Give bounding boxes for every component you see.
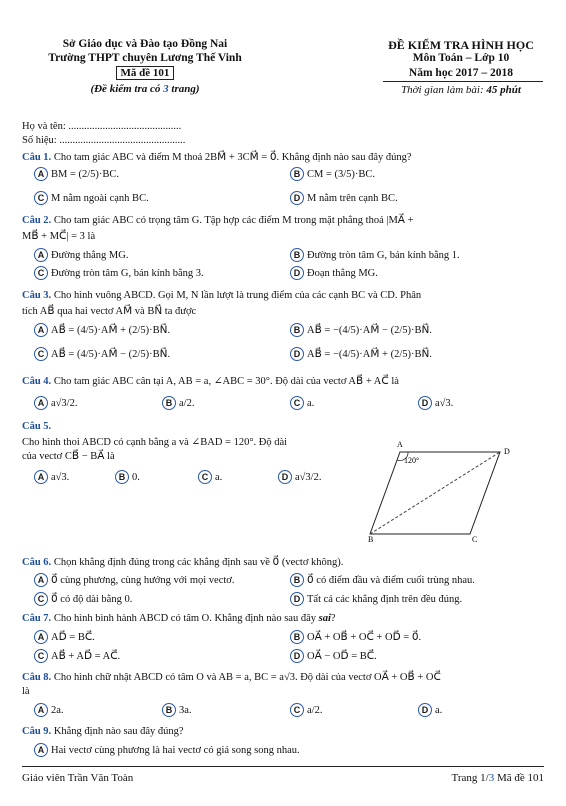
question-5-head: Câu 5.: [22, 421, 52, 432]
question-4: Câu 4. Cho tam giác ABC cân tại A, AB = a, ∠ABC = 30°. Độ dài của vectơ AB⃗ + AC⃗ là: [22, 376, 399, 387]
question-1: Câu 1. Cho tam giác ABC và điểm M thoả 2BM⃗ + 3CM⃗ = 0⃗. Khẳng định nào sau đây đúng?: [22, 152, 412, 163]
q7-option-d[interactable]: D OA⃗ − OD⃗ = BC⃗.: [290, 649, 377, 663]
q2-option-b[interactable]: B Đường tròn tâm G, bán kính bằng 1.: [290, 248, 460, 262]
question-7: Câu 7. Cho hình bình hành ABCD có tâm O. Khẳng định nào sau đây sai?: [22, 613, 336, 624]
question-3: Câu 3. Cho hình vuông ABCD. Gọi M, N lần lượt là trung điểm của các cạnh BC và CD. Phân: [22, 290, 422, 301]
q8-option-c[interactable]: C a/2.: [290, 703, 322, 717]
school-year: Năm học 2017 – 2018: [408, 67, 514, 79]
q3-option-b[interactable]: B AB⃗ = −(4/5)·AM⃗ − (2/5)·BN⃗.: [290, 323, 432, 337]
header-divider: [383, 81, 543, 82]
vertex-d-label: D: [504, 447, 510, 456]
vertex-a-label: A: [397, 440, 403, 449]
school-name: Trường THPT chuyên Lương Thế Vinh: [48, 52, 242, 64]
q1-option-a[interactable]: A BM = (2/5)·BC.: [34, 167, 119, 181]
q7-option-c[interactable]: C AB⃗ + AD⃗ = AC⃗.: [34, 649, 120, 663]
question-9: Câu 9. Khẳng định nào sau đây đúng?: [22, 726, 184, 737]
q4-option-a[interactable]: A a√3/2.: [34, 396, 77, 410]
q5-option-a[interactable]: A a√3.: [34, 470, 69, 484]
q3-option-a[interactable]: A AB⃗ = (4/5)·AM⃗ + (2/5)·BN⃗.: [34, 323, 170, 337]
footer-teacher: Giáo viên Trần Văn Toàn: [22, 772, 134, 784]
exam-title: ĐỀ KIỂM TRA HÌNH HỌC: [388, 38, 534, 52]
q4-option-b[interactable]: B a/2.: [162, 396, 194, 410]
footer-divider: [22, 766, 544, 767]
q5-option-c[interactable]: C a.: [198, 470, 222, 484]
q8-option-d[interactable]: D a.: [418, 703, 442, 717]
q2-option-c[interactable]: C Đường tròn tâm G, bán kính bằng 3.: [34, 266, 204, 280]
q5-option-b[interactable]: B 0.: [115, 470, 140, 484]
subject: Môn Toán – Lớp 10: [412, 52, 510, 64]
q6-option-c[interactable]: C 0⃗ có độ dài bằng 0.: [34, 592, 132, 606]
question-8-cont: là: [22, 686, 30, 697]
question-2: Câu 2. Cho tam giác ABC có trọng tâm G. Tập hợp các điểm M trong mặt phẳng thoả |MA⃗ +: [22, 215, 414, 226]
q6-option-d[interactable]: D Tất cả các khẳng định trên đều đúng.: [290, 592, 462, 606]
q6-option-a[interactable]: A 0⃗ cùng phương, cùng hướng với mọi vectơ.: [34, 573, 234, 587]
question-2-cont: MB⃗ + MC⃗| = 3 là: [22, 231, 96, 242]
q8-option-b[interactable]: B 3a.: [162, 703, 192, 717]
angle-label: 120°: [404, 456, 420, 465]
q6-option-b[interactable]: B 0⃗ có điểm đầu và điểm cuối trùng nhau.: [290, 573, 475, 587]
vertex-b-label: B: [368, 535, 374, 544]
q2-option-a[interactable]: A Đường thẳng MG.: [34, 248, 128, 262]
rhombus-figure: [370, 438, 540, 543]
q7-option-b[interactable]: B OA⃗ + OB⃗ + OC⃗ + OD⃗ = 0⃗.: [290, 630, 421, 644]
vertex-c-label: C: [472, 535, 478, 544]
exam-code-box: [20, 67, 270, 79]
student-name-field[interactable]: Họ và tên: ...........................................: [22, 121, 182, 132]
department-name: Sở Giáo dục và Đào tạo Đồng Nai: [62, 38, 228, 50]
q7-option-a[interactable]: A AD⃗ = BC⃗.: [34, 630, 95, 644]
q1-option-b[interactable]: B CM = (3/5)·BC.: [290, 167, 375, 181]
q5-option-d[interactable]: D a√3/2.: [278, 470, 321, 484]
question-5: Cho hình thoi ABCD có cạnh bằng a và ∠BAD = 120°. Độ dài: [22, 437, 288, 448]
exam-code: Mã đề 101: [116, 66, 175, 80]
q2-option-d[interactable]: D Đoạn thẳng MG.: [290, 266, 378, 280]
q3-option-d[interactable]: D AB⃗ = −(4/5)·AM⃗ + (2/5)·BN⃗.: [290, 347, 432, 361]
q1-option-c[interactable]: C M nằm ngoài cạnh BC.: [34, 191, 149, 205]
question-3-cont: tích AB⃗ qua hai vectơ AM⃗ và BN⃗ ta được: [22, 306, 197, 317]
q4-option-d[interactable]: D a√3.: [418, 396, 453, 410]
q4-option-c[interactable]: C a.: [290, 396, 314, 410]
diagonal-bd: [370, 452, 500, 534]
pages-note: (Đề kiểm tra có 3 trang): [90, 83, 200, 95]
footer-page: Trang 1/3 Mã đề 101: [451, 772, 544, 784]
question-6: Câu 6. Chọn khẳng định đúng trong các khẳng định sau về 0⃗ (vectơ không).: [22, 557, 344, 568]
question-5-cont: của vectơ CB⃗ − BA⃗ là: [22, 451, 115, 462]
q8-option-a[interactable]: A 2a.: [34, 703, 64, 717]
question-8: Câu 8. Cho hình chữ nhật ABCD có tâm O và AB = a, BC = a√3. Độ dài của vectơ OA⃗ + OB⃗ + OC⃗: [22, 672, 441, 683]
q9-option-a[interactable]: A Hai vectơ cùng phương là hai vectơ có giá song song nhau.: [34, 743, 300, 757]
student-id-field[interactable]: Số hiệu: ................................................: [22, 135, 186, 146]
q3-option-c[interactable]: C AB⃗ = (4/5)·AM⃗ − (2/5)·BN⃗.: [34, 347, 170, 361]
q1-option-d[interactable]: D M nằm trên cạnh BC.: [290, 191, 398, 205]
time-limit: Thời gian làm bài: 45 phút: [401, 84, 521, 96]
